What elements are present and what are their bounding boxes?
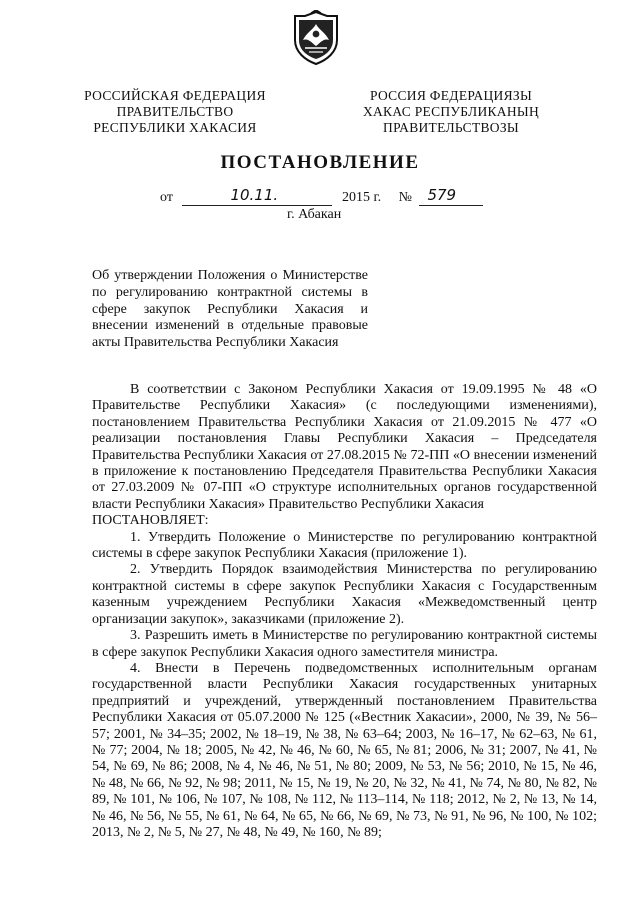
header-left-line: РОССИЙСКАЯ ФЕДЕРАЦИЯ [84,88,266,103]
header-left-line: ПРАВИТЕЛЬСТВО [116,104,234,119]
document-title: ПОСТАНОВЛЕНИЕ [220,152,420,173]
number-field [419,186,483,206]
year-label: 2015 г. [341,190,382,205]
city-label: г. Абакан [287,207,342,222]
body-item-paragraph: 3. Разрешить иметь в Министерстве по регулированию контрактной системы в сфере закупок Республики Хакасия одного заместителя министра. [92,628,597,660]
header-left-line: РЕСПУБЛИКИ ХАКАСИЯ [93,120,257,135]
preamble-paragraph: В соответствии с Законом Республики Хакасия от 19.09.1995 № 48 «О Правительстве Республики Хакасия» (с последующими изменениями), постановлением Правительства Республики Хакасия от 21.09.2015 № 477 «О реализации постановления Главы Республики Хакасия – Председателя Правительства Республики Хакасия от 27.08.2015 № 72-ПП «О внесении изменений в приложение к постановлению Председателя Правительства Республики Хакасия от 27.03.2009 № 07-ПП «О структуре исполнительных органов государственной власти Республики Хакасия» Правительство Республики Хакасия [92,382,597,512]
document-subject [92,268,368,352]
body-item-paragraph: 1. Утвердить Положение о Министерстве по регулированию контрактной системы в сфере закупок Республики Хакасия (приложение 1). [92,529,597,562]
header-right-khakas [346,88,556,136]
coat-of-arms-emblem [291,10,341,66]
header-right-line: ХАКАС РЕСПУБЛИКАНЫҢ [362,104,540,119]
header-right-line: ПРАВИТЕЛЬСТВОЗЫ [383,120,519,135]
date-field [182,186,332,206]
header-left-russian [80,88,270,136]
header-right-line: РОССИЯ ФЕДЕРАЦИЯЗЫ [369,88,533,103]
body-item-paragraph: 4. Внести в Перечень подведомственных исполнительным органам государственной власти Республики Хакасия государственных унитарных предприятий и учреждений, утвержденный постановлением Правительства Республики Хакасия от 05.07.2000 № 125 («Вестник Хакасии», 2000, № 39, № 56–57; 2001, № 34–35; 2002, № 18–19, № 38, № 63–64; 2003, № 16–17, № 62–63, № 61, № 77; 2004, № 18; 2005, № 42, № 46, № 60, № 65, № 81; 2006, № 31; 2007, № 41, № 54, № 69, № 86; 2008, № 4, № 46, № 51, № 80; 2009, № 53, № 56; 2010, № 15, № 46, № 48, № 66, № 92, № 98; 2011, № 15, № 19, № 20, № 32, № 41, № 74, № 80, № 82, № 89, № 101, № 106, № 107, № 108, № 112, № 113–114, № 118; 2012, № 2, № 13, № 14, № 46, № 56, № 55, № 61, № 64, № 65, № 66, № 69, № 73, № 91, № 96, № 100, № 102; 2013, № 2, № 5, № 27, № 48, № 49, № 160, № 89; [92,660,597,840]
date-number-line [160,186,483,206]
handwritten-date: 10.11. [230,186,279,204]
subject-text: Об утверждении Положения о Министерстве по регулированию контрактной системы в сфере закупок Республики Хакасия и внесении изменений в отдельные правовые акты Правительства Республики Хакасия [92,268,368,351]
handwritten-number: 579 [427,186,457,204]
date-prefix: от [160,190,173,205]
document-body [92,382,597,841]
resolves-line: ПОСТАНОВЛЯЕТ: [92,513,209,529]
number-sign: № [398,190,412,205]
body-item-paragraph: 2. Утвердить Порядок взаимодействия Министерства по регулированию контрактной системы в сфере закупок Республики Хакасия с Государственным казенным учреждением Республики Хакасия «Межведомственный центр организации закупок», заказчиками (приложение 2). [92,562,597,627]
